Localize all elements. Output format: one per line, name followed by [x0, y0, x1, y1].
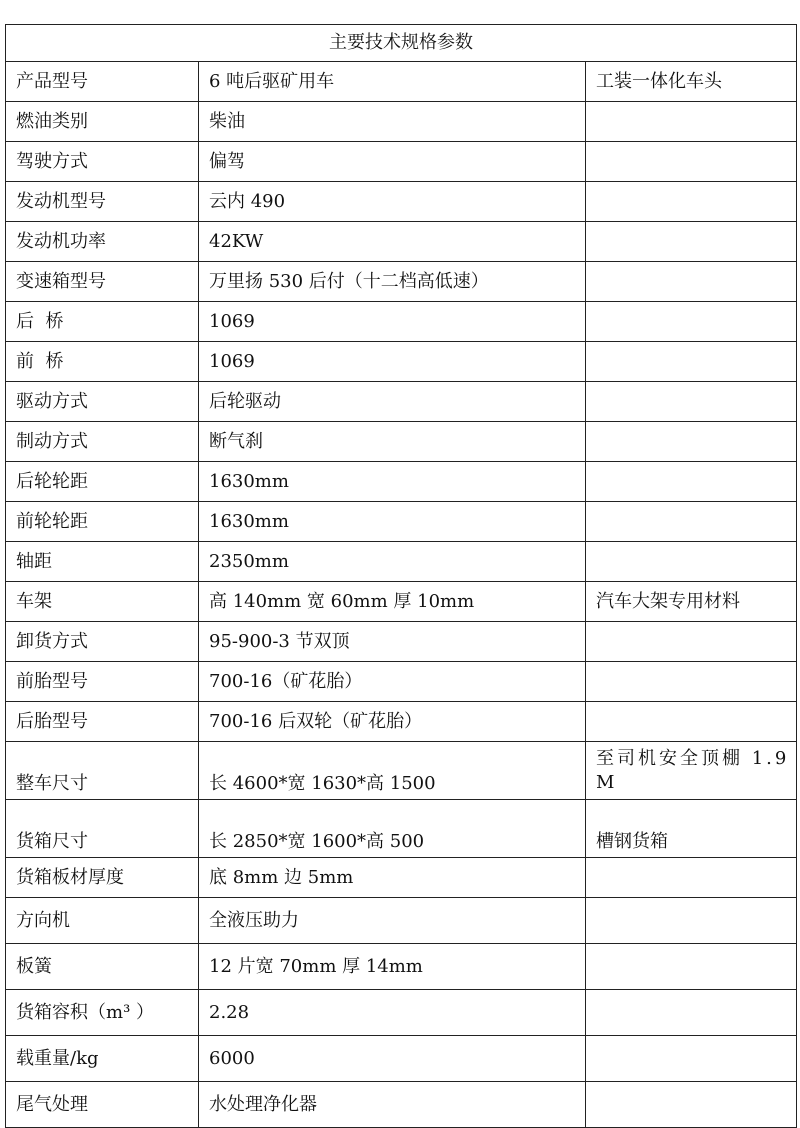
row-label: 前胎型号	[6, 662, 199, 702]
row-label: 产品型号	[6, 62, 199, 102]
row-note	[586, 342, 797, 382]
row-note	[586, 222, 797, 262]
row-value: 全液压助力	[199, 898, 586, 944]
row-value: 底 8mm 边 5mm	[199, 858, 586, 898]
row-note	[586, 102, 797, 142]
row-note	[586, 622, 797, 662]
row-label: 后 桥	[6, 302, 199, 342]
row-note	[586, 542, 797, 582]
row-note	[586, 302, 797, 342]
row-value: 700-16（矿花胎）	[199, 662, 586, 702]
row-value: 水处理净化器	[199, 1082, 586, 1128]
row-value: 1069	[199, 342, 586, 382]
row-label: 驾驶方式	[6, 142, 199, 182]
row-note	[586, 142, 797, 182]
row-label: 燃油类别	[6, 102, 199, 142]
table-row	[6, 302, 797, 342]
table-row	[6, 422, 797, 462]
row-value: 6000	[199, 1036, 586, 1082]
row-label: 卸货方式	[6, 622, 199, 662]
table-row	[6, 990, 797, 1036]
row-label: 发动机型号	[6, 182, 199, 222]
table-row	[6, 944, 797, 990]
row-label: 轴距	[6, 542, 199, 582]
row-note	[586, 990, 797, 1036]
row-value: 6 吨后驱矿用车	[199, 62, 586, 102]
row-note	[586, 422, 797, 462]
row-label: 发动机功率	[6, 222, 199, 262]
row-label: 货箱板材厚度	[6, 858, 199, 898]
title-row	[6, 25, 797, 62]
row-label: 整车尺寸	[6, 742, 199, 800]
row-note	[586, 702, 797, 742]
row-value: 万里扬 530 后付（十二档高低速）	[199, 262, 586, 302]
row-label: 后胎型号	[6, 702, 199, 742]
row-note	[586, 182, 797, 222]
row-note	[586, 462, 797, 502]
row-note	[586, 944, 797, 990]
row-note	[586, 742, 797, 800]
table-row	[6, 542, 797, 582]
row-note	[586, 382, 797, 422]
table-row	[6, 898, 797, 944]
row-value: 偏驾	[199, 142, 586, 182]
row-note	[586, 502, 797, 542]
row-value: 高 140mm 宽 60mm 厚 10mm	[199, 582, 586, 622]
row-label: 尾气处理	[6, 1082, 199, 1128]
row-note	[586, 262, 797, 302]
row-value: 1630mm	[199, 502, 586, 542]
row-label: 驱动方式	[6, 382, 199, 422]
row-value: 长 2850*宽 1600*高 500	[199, 800, 586, 858]
table-row	[6, 702, 797, 742]
table-row	[6, 502, 797, 542]
row-note	[586, 662, 797, 702]
row-label: 后轮轮距	[6, 462, 199, 502]
row-label: 板簧	[6, 944, 199, 990]
row-value: 2350mm	[199, 542, 586, 582]
row-label: 货箱容积（m³ ）	[6, 990, 199, 1036]
row-value: 后轮驱动	[199, 382, 586, 422]
table-row	[6, 382, 797, 422]
row-note: 槽钢货箱	[586, 800, 797, 858]
table-row	[6, 222, 797, 262]
table-row	[6, 742, 797, 800]
table-row	[6, 858, 797, 898]
row-value: 2.28	[199, 990, 586, 1036]
row-note	[586, 1036, 797, 1082]
row-note	[586, 858, 797, 898]
row-value: 长 4600*宽 1630*高 1500	[199, 742, 586, 800]
row-value: 1630mm	[199, 462, 586, 502]
table-row	[6, 462, 797, 502]
row-note: 汽车大架专用材料	[586, 582, 797, 622]
row-value: 1069	[199, 302, 586, 342]
table-row	[6, 1036, 797, 1082]
row-label: 制动方式	[6, 422, 199, 462]
row-note-text: 至司机安全顶棚 1.9M	[596, 747, 790, 793]
table-row	[6, 1082, 797, 1128]
row-label: 车架	[6, 582, 199, 622]
table-row	[6, 800, 797, 858]
row-value: 95-900-3 节双顶	[199, 622, 586, 662]
row-value: 700-16 后双轮（矿花胎）	[199, 702, 586, 742]
table-row	[6, 582, 797, 622]
row-value: 42KW	[199, 222, 586, 262]
table-row	[6, 102, 797, 142]
table-title: 主要技术规格参数	[6, 25, 797, 62]
row-label: 货箱尺寸	[6, 800, 199, 858]
row-note	[586, 898, 797, 944]
row-label: 变速箱型号	[6, 262, 199, 302]
table-row	[6, 262, 797, 302]
row-value: 断气刹	[199, 422, 586, 462]
table-row	[6, 182, 797, 222]
row-label: 载重量/kg	[6, 1036, 199, 1082]
table-row	[6, 662, 797, 702]
row-note	[586, 1082, 797, 1128]
row-value: 柴油	[199, 102, 586, 142]
row-value: 云内 490	[199, 182, 586, 222]
table-row	[6, 342, 797, 382]
table-row	[6, 622, 797, 662]
row-note: 工装一体化车头	[586, 62, 797, 102]
row-label: 前 桥	[6, 342, 199, 382]
row-value: 12 片宽 70mm 厚 14mm	[199, 944, 586, 990]
table-row	[6, 62, 797, 102]
spec-table	[5, 24, 797, 1128]
row-label: 方向机	[6, 898, 199, 944]
table-row	[6, 142, 797, 182]
row-label: 前轮轮距	[6, 502, 199, 542]
